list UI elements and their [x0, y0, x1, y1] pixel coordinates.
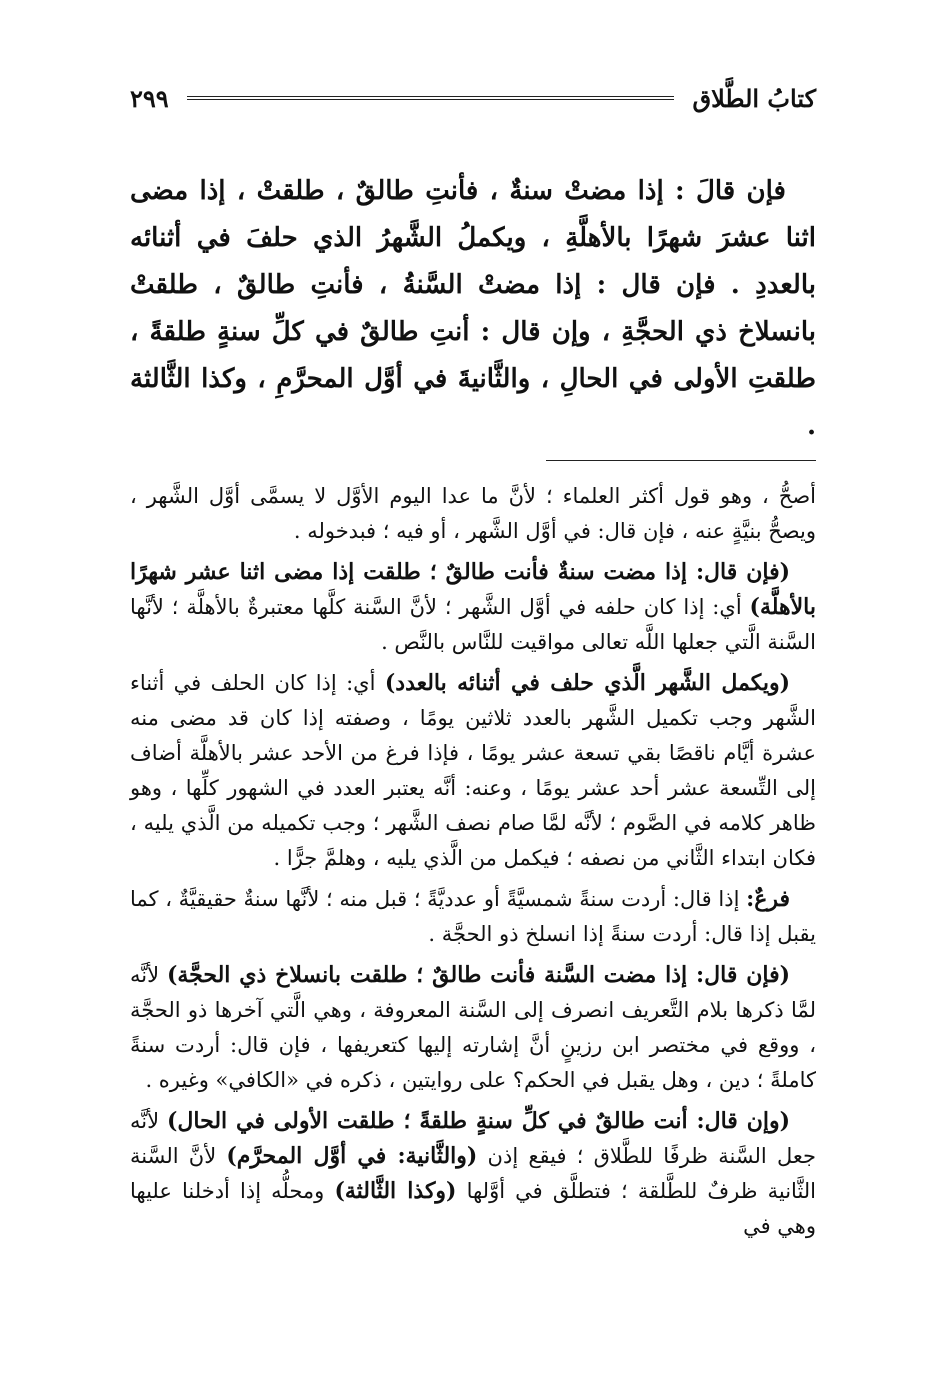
commentary-text: أي: إذا كان حلفه في أوَّل الشَّهر ؛ لأنَّ السَّنة كلَّها معتبرةٌ بالأهلَّة ؛ لأنَّها السَّنة الَّتي جعلها اللَّه تعالى مواقيت للنَّاس بالنَّص . — [130, 595, 816, 654]
quoted-matn: (فإن قال: إذا مضت سنةٌ فأنت طالقٌ ؛ طلقت إذا مضى اثنا عشر شهرًا بالأهلَّة) — [130, 559, 816, 620]
commentary-paragraph-5 — [130, 958, 816, 1098]
commentary-text: أصحُّ ، وهو قول أكثر العلماء ؛ لأنَّ ما عدا اليوم الأوَّل لا يسمَّى أوَّل الشَّهر ، ويصحُّ بنيَّةٍ عنه ، فإن قال: في أوَّل الشَّهر ، أو فيه ؛ فبدخوله . — [130, 484, 816, 543]
commentary — [130, 479, 816, 1244]
page-number: ٢٩٩ — [130, 83, 169, 113]
running-header — [130, 78, 816, 118]
commentary-text: أي: إذا كان الحلف في أثناء الشَّهر وجب تكميل الشَّهر بالعدد ثلاثين يومًا ، وصفته إذا كان قد مضى منه عشرة أيَّام ناقصًا بقي تسعة عشر يومًا ، فإذا فرغ من الأحد عشر بالأهلَّة أضاف إلى التِّسعة عشر أحد عشر يومًا ، وعنه: أنَّه يعتبر العدد في الشهور كلِّها ، وهو ظاهر كلامه في الصَّوم ؛ لأنَّه لمَّا صام نصف الشَّهر ؛ وجب تكميله من الَّذي يليه ، فكان ابتداء الثَّاني من نصفه ؛ فيكمل من الَّذي يليه ، وهلمَّ جرًّا . — [130, 671, 816, 870]
commentary-text: ومحلُّه إذا أدخلنا عليها وهي في — [130, 1179, 816, 1238]
commentary-paragraph-4 — [130, 882, 816, 952]
commentary-paragraph-2 — [130, 555, 816, 660]
quoted-matn: (والثَّانية: في أوَّل المحرَّم) — [226, 1143, 478, 1169]
quoted-matn: (ويكمل الشَّهر الَّذي حلف في أثنائه بالعدد) — [384, 670, 791, 696]
commentary-paragraph-6 — [130, 1104, 816, 1244]
commentary-text: لأنَّه جعل السَّنة ظرفًا للطَّلاق ؛ فيقع إذن — [130, 1109, 816, 1168]
branch-label: فرعٌ: — [746, 886, 790, 912]
quoted-matn: (وإن قال: أنت طالقٌ في كلِّ سنةٍ طلقةً ؛ طلقت الأولى في الحال) — [167, 1108, 790, 1134]
commentary-paragraph-3 — [130, 666, 816, 876]
header-rule — [187, 96, 675, 100]
commentary-text: لأنَّ السَّنة الثَّانية ظرفٌ للطَّلقة ؛ فتطلَّق في أوَّلها — [130, 1144, 817, 1203]
commentary-text: لأنَّه لمَّا ذكرها بلام التَّعريف انصرف إلى السَّنة المعروفة ، وهي الَّتي آخرها ذو الحجَّة ، ووقع في مختصر ابن رزينٍ أنَّ إشارته إليها كتعريفها ، فإن قال: أردت سنةً كاملةً ؛ دين ، وهل يقبل في الحكم؟ على روايتين ، ذكره في «الكافي» وغيره . — [130, 963, 816, 1092]
footnote-divider — [546, 460, 816, 461]
commentary-text: إذا قال: أردت سنةً شمسيَّةً أو عدديَّةً ؛ قبل منه ؛ لأنَّها سنةٌ حقيقيَّةٌ ، كما يقبل إذا قال: أردت سنةً إذا انسلخ ذو الحجَّة . — [130, 887, 816, 946]
chapter-title: كتابُ الطَّلاق — [692, 83, 816, 113]
commentary-paragraph-1 — [130, 479, 816, 549]
quoted-matn: (وكذا الثَّالثة) — [334, 1178, 457, 1204]
main-text: فإن قالَ : إذا مضتْ سنةٌ ، فأنتِ طالقٌ ، طلقتْ ، إذا مضى اثنا عشرَ شهرًا بالأهلَّةِ ، ويكملُ الشَّهرُ الذي حلفَ في أثنائه بالعددِ . فإن قال : إذا مضتْ السَّنةُ ، فأنتِ طالقٌ ، طلقتْ بانسلاخ ذي الحجَّةِ ، وإن قال : أنتِ طالقٌ في كلِّ سنةٍ طلقةً ، طلقتِ الأولى في الحالِ ، والثَّانيةَ في أوَّل المحرَّمِ ، وكذا الثَّالثة . — [130, 176, 816, 441]
quoted-matn: (فإن قال: إذا مضت السَّنة فأنت طالقٌ ؛ طلقت بانسلاخ ذي الحجَّة) — [166, 962, 790, 988]
book-page — [130, 78, 816, 1375]
